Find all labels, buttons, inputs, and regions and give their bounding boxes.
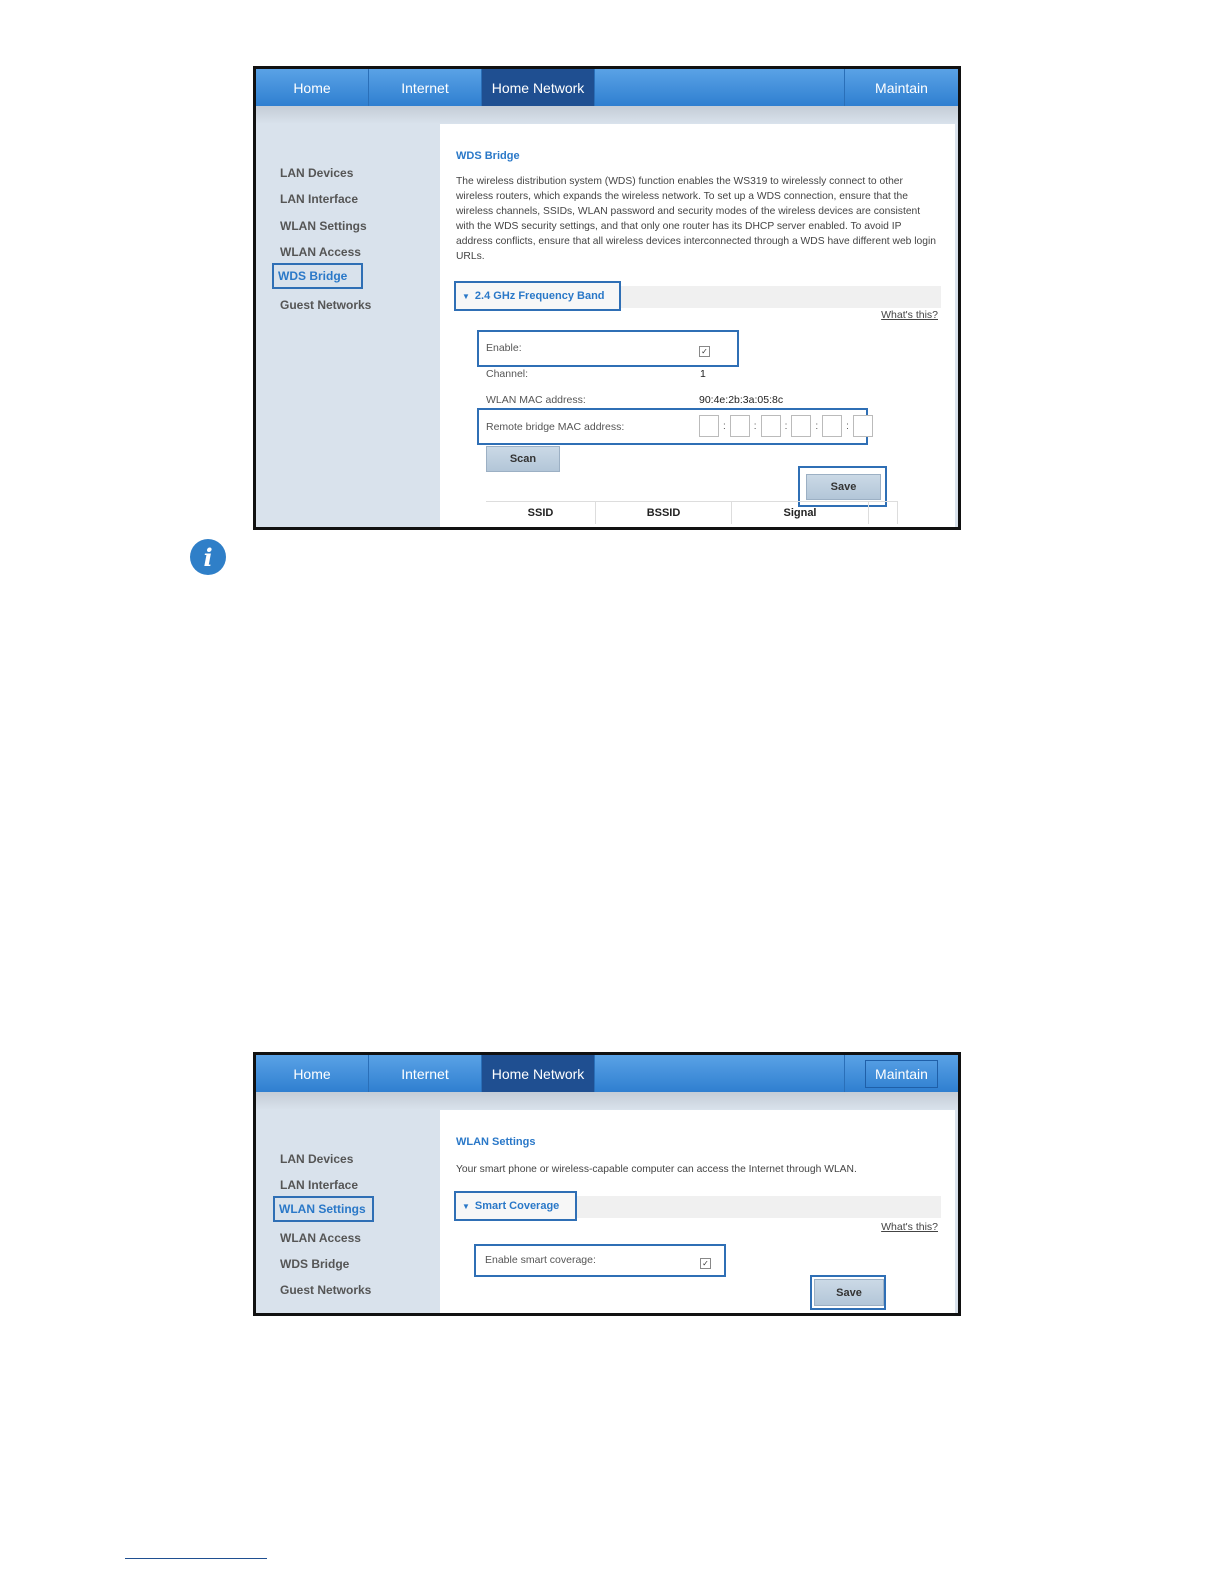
- mac-separator: :: [846, 420, 849, 432]
- nav-tab-maintain-label: Maintain: [865, 1060, 938, 1088]
- mac-separator: :: [753, 420, 757, 432]
- nav-tab-internet[interactable]: Internet: [369, 1055, 482, 1092]
- mac-octet-input-4[interactable]: [791, 415, 811, 437]
- remote-mac-inputs: [699, 415, 873, 437]
- wds-bridge-screenshot: [253, 66, 961, 530]
- wlan-mac-label: WLAN MAC address:: [486, 394, 586, 406]
- sidebar-item-lan-interface[interactable]: LAN Interface: [280, 1178, 359, 1192]
- mac-octet-input-3[interactable]: [761, 415, 781, 437]
- top-navigation: [256, 69, 958, 106]
- band-section-header: [454, 1196, 941, 1218]
- band-section-header: [454, 286, 941, 308]
- smart-coverage-toggle[interactable]: [454, 1191, 577, 1221]
- main-content: [440, 1110, 955, 1313]
- band-toggle[interactable]: [454, 281, 621, 311]
- mac-separator: :: [723, 420, 726, 432]
- nav-tab-maintain[interactable]: [845, 69, 958, 106]
- sidebar-item-wlan-settings[interactable]: WLAN Settings: [273, 1196, 374, 1222]
- mac-separator: :: [815, 420, 819, 432]
- nav-tab-maintain-label: Maintain: [875, 79, 928, 96]
- sidebar-item-lan-interface[interactable]: LAN Interface: [280, 192, 359, 206]
- channel-label: Channel:: [486, 368, 529, 380]
- band-label: 2.4 GHz Frequency Band: [474, 290, 605, 302]
- sidebar-item-wlan-settings[interactable]: WLAN Settings: [280, 219, 367, 233]
- nav-tab-internet[interactable]: Internet: [369, 69, 482, 106]
- mac-octet-input-6[interactable]: [853, 415, 873, 437]
- wlan-mac-value: 90:4e:2b:3a:05:8c: [699, 394, 784, 406]
- column-ssid: SSID: [486, 502, 596, 524]
- nav-tab-home-network[interactable]: Home Network: [482, 1055, 595, 1092]
- page-description: The wireless distribution system (WDS) function enables the WS319 to wirelessly connect to other wireless routers, which expands the wireless network. To set up a WDS connection, ensure that the wireless channels, SSIDs, WLAN password and security modes of the wireless devices are consistent with the WDS security settings, and that only one router has its DHCP server enabled. To avoid IP address conflicts, ensure that all wireless devices interconnected through a WDS have different web login URLs.: [456, 176, 937, 262]
- collapse-triangle-icon: ▼: [462, 291, 470, 301]
- page-title: WDS Bridge: [456, 150, 520, 162]
- nav-shadow: [256, 106, 958, 124]
- sidebar-item-wds-bridge[interactable]: WDS Bridge: [280, 1257, 350, 1271]
- enable-smart-coverage-checkbox[interactable]: ✓: [700, 1258, 711, 1269]
- enable-label: Enable:: [486, 342, 522, 354]
- mac-octet-input-1[interactable]: [699, 415, 719, 437]
- nav-tab-home[interactable]: Home: [256, 1055, 369, 1092]
- enable-smart-coverage-label: Enable smart coverage:: [485, 1254, 596, 1266]
- info-icon: i: [190, 539, 226, 575]
- scan-button[interactable]: Scan: [486, 446, 560, 472]
- nav-tab-home[interactable]: Home: [256, 69, 369, 106]
- nav-tab-maintain[interactable]: [845, 1055, 958, 1092]
- sidebar: [256, 1110, 439, 1313]
- collapse-triangle-icon: ▼: [462, 1201, 470, 1211]
- sidebar-item-lan-devices[interactable]: LAN Devices: [280, 166, 354, 180]
- channel-value: 1: [700, 368, 706, 380]
- column-extra: [869, 502, 898, 524]
- column-bssid: BSSID: [596, 502, 732, 524]
- scan-results-header: [486, 501, 898, 524]
- mac-octet-input-2[interactable]: [730, 415, 750, 437]
- page-title: WLAN Settings: [456, 1136, 536, 1148]
- sidebar-item-wds-bridge[interactable]: WDS Bridge: [272, 263, 363, 289]
- wlan-settings-screenshot: [253, 1052, 961, 1316]
- main-content: [440, 124, 955, 527]
- nav-tab-home-network[interactable]: Home Network: [482, 69, 595, 106]
- footnote-separator: [125, 1558, 267, 1559]
- whats-this-link[interactable]: What's this?: [881, 1221, 938, 1233]
- mac-octet-input-5[interactable]: [822, 415, 842, 437]
- remote-mac-label: Remote bridge MAC address:: [486, 421, 625, 433]
- column-signal: Signal: [732, 502, 869, 524]
- nav-spacer: [595, 1055, 845, 1092]
- sidebar-item-guest-networks[interactable]: Guest Networks: [280, 1283, 372, 1297]
- save-button[interactable]: Save: [814, 1279, 884, 1306]
- nav-spacer: [595, 69, 845, 106]
- sidebar-item-lan-devices[interactable]: LAN Devices: [280, 1152, 354, 1166]
- band-label: Smart Coverage: [474, 1200, 560, 1212]
- save-button[interactable]: Save: [806, 474, 881, 500]
- whats-this-link[interactable]: What's this?: [881, 309, 938, 321]
- enable-checkbox[interactable]: ✓: [699, 346, 710, 357]
- sidebar: [256, 124, 439, 527]
- sidebar-item-guest-networks[interactable]: Guest Networks: [280, 298, 372, 312]
- mac-separator: :: [784, 420, 788, 432]
- page-description: Your smart phone or wireless-capable computer can access the Internet through WLAN.: [456, 1164, 857, 1175]
- sidebar-item-wlan-access[interactable]: WLAN Access: [280, 245, 361, 259]
- sidebar-item-wlan-access[interactable]: WLAN Access: [280, 1231, 361, 1245]
- nav-shadow: [256, 1092, 958, 1110]
- top-navigation: [256, 1055, 958, 1092]
